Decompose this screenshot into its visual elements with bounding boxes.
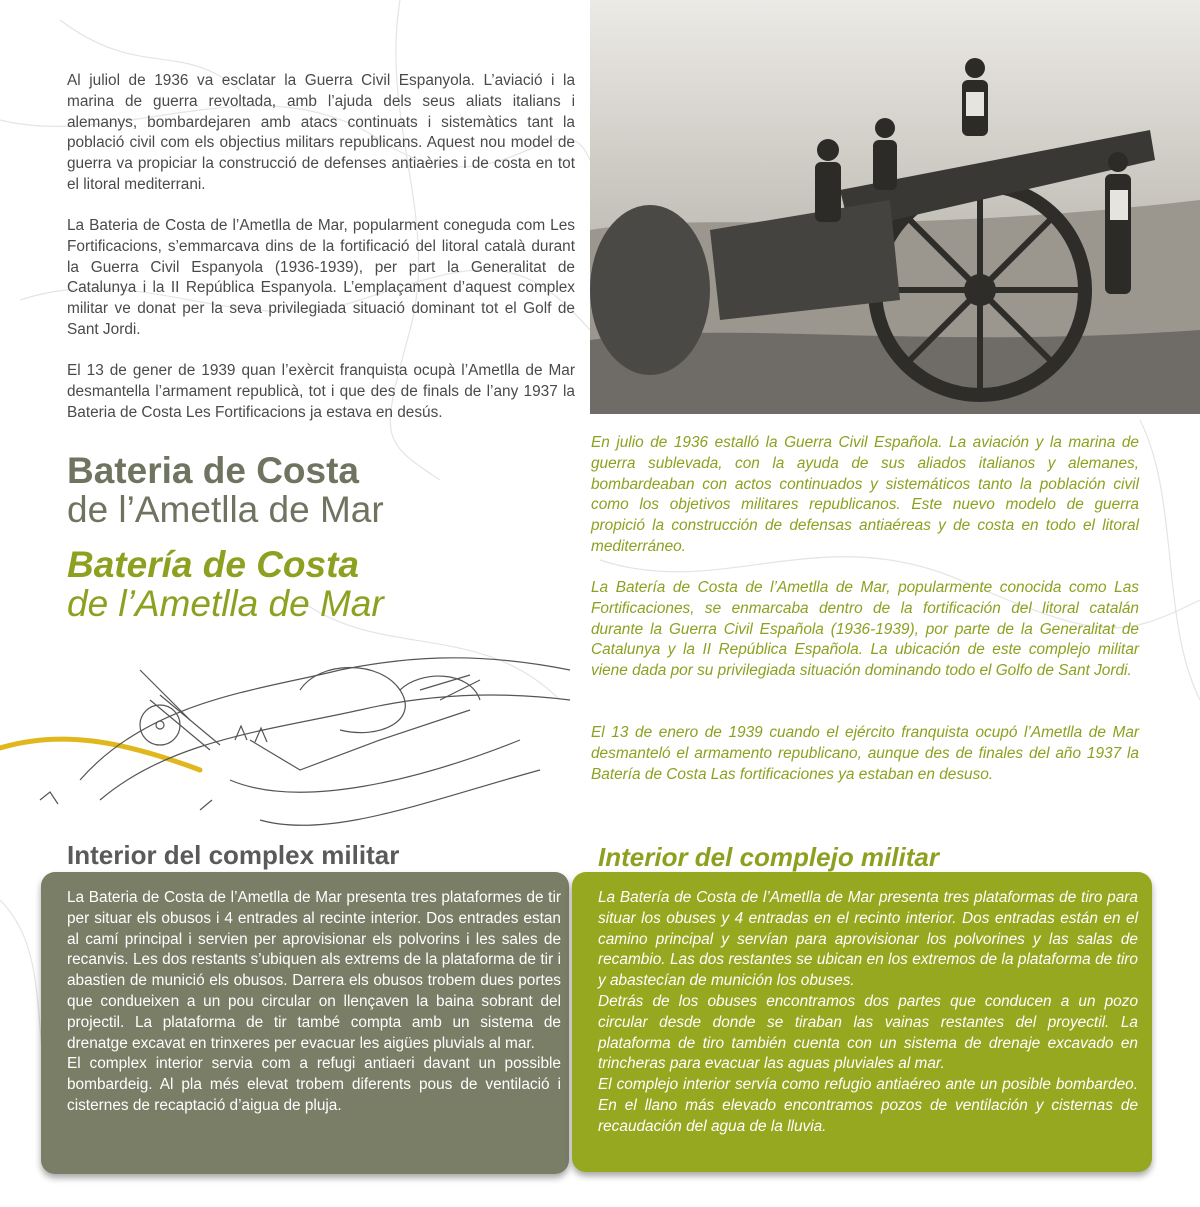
catalan-interior-box (41, 872, 569, 1174)
fortification-sketch (0, 630, 590, 840)
spanish-paragraph: En julio de 1936 estalló la Guerra Civil Española. La aviación y la marina de guerra sublevada, con la ayuda de sus aliados italianos y alemanes, bombardeaban con actos continuados y sistemáticos tanto la población civil como los objetivos militares republicanos. Este nuevo modelo de guerra propició la construcción de defensas antiaéreas y de costa en todo el litoral mediterráneo. (591, 434, 1139, 555)
catalan-interior-heading: Interior del complex militar (67, 840, 400, 870)
spanish-paragraph: La Batería de Costa de l’Ametlla de Mar, popularmente conocida como Las Fortificaciones, se enmarcaba dentro de la fortificación del litoral catalán durante la Guerra Civil Española (1936-1939), por parte de la Generalitat de Catalunya y la II República Española. La ubicación de este complejo militar viene dada por su privilegiada situación dominando todo el Golfo de Sant Jordi. (591, 579, 1139, 680)
catalan-subtitle: de l’Ametlla de Mar (67, 489, 384, 530)
spanish-interior-heading: Interior del complejo militar (598, 842, 939, 872)
spanish-title: Batería de Costa (67, 544, 359, 585)
artillery-gun-photo-illustration (590, 0, 1200, 414)
historic-photo (590, 0, 1200, 414)
spanish-interior-box (572, 872, 1152, 1172)
accent-curve (0, 739, 200, 770)
catalan-title: Bateria de Costa (67, 450, 359, 491)
catalan-paragraph: El 13 de gener de 1939 quan l’exèrcit franquista ocupà l’Ametlla de Mar desmantella l’armament republicà, tot i que des de finals de l’any 1937 la Bateria de Costa Les Fortificacions ja estava en desús. (67, 362, 575, 421)
catalan-paragraph: Al juliol de 1936 va esclatar la Guerra Civil Espanyola. L’aviació i la marina de guerra revoltada, amb l’ajuda dels seus aliats italians i alemanys, bombardejaren amb atacs continuats i sistemàtics tant la població civil com els objectius militars republicans. Aquest nou model de guerra va propiciar la construcció de defenses antiaèries i de costa en tot el litoral mediterrani. (67, 72, 575, 193)
spanish-subtitle: de l’Ametlla de Mar (67, 583, 384, 624)
spanish-paragraph: El 13 de enero de 1939 cuando el ejército franquista ocupó l’Ametlla de Mar desmanteló el armamento republicano, aunque des de finales del año 1937 la Batería de Costa Las fortificaciones ya estaban en desuso. (591, 724, 1139, 783)
catalan-interior-text: La Bateria de Costa de l’Ametlla de Mar presenta tres plataformes de tir per situar els obusos i 4 entrades al recinte interior. Dos entrades estan al camí principal i servien per aprovisionar els polvorins i les sales de recanvis. Les dos restants s’ubiquen als extrems de la plataforma de tir i abastien de munició els obusos. Darrera els obusos trobem dues portes que condueixen a un pou circular on llençaven la baina sobrant del projectil. La plataforma de tir també compta amb un sistema de drenatge excavat en trinxeres per evacuar les aigües pluvials al mar. El complex interior servia com a refugi antiaeri davant un possible bombardeig. Al pla més elevat trobem diferents pous de ventilació i cisternes de recaptació d’aigua de pluja. (67, 889, 561, 1114)
catalan-paragraph: La Bateria de Costa de l’Ametlla de Mar, popularment coneguda com Les Fortificacions, s’emmarcava dins de la fortificació del litoral català durant la Guerra Civil Espanyola (1936-1939), per part la Generalitat de Catalunya i la II República Espanyola. L’emplaçament d’aquest complex militar ve donat per la seva privilegiada situació dominant tot el Golf de Sant Jordi. (67, 217, 575, 338)
spanish-interior-text: La Batería de Costa de l’Ametlla de Mar presenta tres plataformas de tiro para situar los obuses y 4 entradas en el recinto interior. Dos entradas están en el camino principal y servían para aprovisionar los polvorines y las salas de recambio. Las dos restantes se ubican en los extremos de la plataforma de tiro y abastecían de munición los obuses. Detrás de los obuses encontramos dos partes que conducen a un pozo circular desde donde se tiraban las vainas restantes del proyectil. La plataforma de tiro también cuenta con un sistema de drenaje excavado en trincheras para evacuar las aguas pluviales al mar. El complejo interior servía como refugio antiaéreo ante un posible bombardeo. En el llano más elevado encontramos pozos de ventilación y cisternas de recaudación del agua de la lluvia. (598, 889, 1138, 1135)
